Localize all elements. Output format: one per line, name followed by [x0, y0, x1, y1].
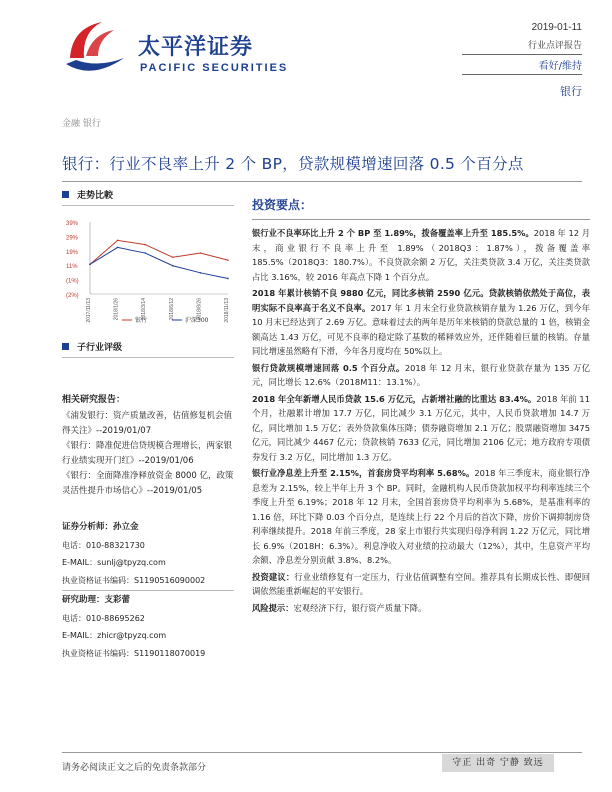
highlight-paragraph: [252, 601, 590, 616]
highlight-paragraph: [252, 226, 590, 284]
report-title: 银行：行业不良率上升 2 个 BP，贷款规模增速回落 0.5 个百分点: [62, 155, 524, 173]
related-report-item[interactable]: 《银行：降准促进信贷规模合理增长，两家银行业绩实现开门红》--2019/01/06: [62, 441, 233, 466]
series-line-bank: [90, 240, 228, 264]
x-tick-label: 2018/11/13: [224, 298, 230, 323]
x-tick-label: 2018/3/14: [141, 298, 148, 321]
series-line-csi300: [90, 247, 228, 278]
x-tick-label: 2018/6/12: [168, 298, 175, 321]
paragraph-lead: 银行业不良率环比上升 2 个 BP 至 1.89%，拨备覆盖率上升至 185.5%。: [252, 228, 534, 238]
x-tick-label: 2018/8/26: [196, 298, 203, 321]
y-tick-label: 19%: [66, 249, 79, 256]
data-point: [227, 278, 229, 280]
analyst-phone: 电话：010-88321730: [62, 540, 145, 550]
trend-chart-svg: [62, 216, 234, 326]
data-point: [172, 265, 174, 267]
trend-section-title: 走势比較: [77, 191, 114, 201]
paragraph-lead: 风险提示：: [252, 602, 294, 613]
paragraph-body: 行业业绩修复有一定压力，行业估值调整有空间。推荐具有长期成长性、即便回调依然能重新崛起的平安银行。: [252, 571, 590, 596]
highlight-paragraph: [252, 361, 590, 390]
paragraph-lead: 2018 年全年新增人民币贷款 15.6 万亿元，占新增社融的比重达 83.4%。: [252, 393, 537, 404]
paragraph-body: 2018 年 12 月末，商业银行不良率上升至 1.89%（2018Q3：1.87%），拨备覆盖率 185.5%（2018Q3：180.7%）。不良贷款余额 2 万亿，关注类贷款 3.4 万亿，关注类贷款占比 3.16%，较 2016 年高点下降 1 个百分点。: [252, 228, 590, 282]
legend-label: 银行: [135, 317, 148, 324]
assistant-email[interactable]: E-MAIL：zhicr@tpyzq.com: [62, 631, 167, 640]
logo-name-cn: 太平洋证券: [138, 35, 254, 60]
heading-divider: [252, 219, 590, 220]
trend-chart: [62, 216, 234, 326]
y-tick-label: (1%): [66, 278, 79, 285]
related-report-item[interactable]: 《浦发银行：资产质量改善，估值修复机会值得关注》--2019/01/07: [62, 411, 233, 436]
disclaimer-note: 请务必阅读正文之后的免责条款部分: [62, 763, 207, 773]
data-point: [144, 252, 146, 254]
highlight-paragraph: [252, 286, 590, 359]
data-point: [200, 252, 202, 254]
highlight-paragraph: [252, 392, 590, 465]
paragraph-lead: 银行业净息差上升至 2.15%，首套房贷平均利率 5.68%。: [252, 468, 475, 478]
data-point: [117, 247, 119, 249]
section-bullet-icon: [62, 191, 69, 198]
highlight-paragraph: [252, 466, 590, 568]
sidebar: [62, 188, 234, 660]
section-bullet-icon: [62, 343, 69, 350]
analyst-divider: [62, 590, 234, 591]
section-divider: [62, 357, 234, 358]
highlight-paragraph: [252, 570, 590, 599]
company-motto: 守正 出奇 宁静 致远: [442, 754, 554, 772]
sector-label: 银行: [560, 85, 582, 98]
related-report-item[interactable]: 《银行：全面降准净释放资金 8000 亿，政策灵活性提升市场信心》--2019/01/05: [62, 471, 234, 496]
trend-section-header: [62, 188, 234, 201]
paragraph-body: 2017 年 1 月末全行业贷款核销存量为 1.26 万亿，到今年 10 月末已经达到了 2.69 万亿。意味着过去的两年是历年来核销的贷款总量的 1 倍，核销金额高达 1.43 万亿，可见不良率的稳定除了基数的稀释效应外，还伴随着巨量的核销。存量同比增速虽然略有下滑，今年各月度均在 50%以上。: [252, 302, 590, 356]
data-point: [227, 259, 229, 261]
x-tick-label: 2018/1/26: [113, 298, 120, 321]
investment-highlights-heading: 投资要点：: [252, 198, 313, 212]
paragraph-lead: 投资建议：: [252, 571, 295, 582]
report-date: 2019-01-11: [531, 22, 582, 33]
related-reports-title: 相关研究报告：: [62, 395, 126, 405]
y-tick-label: 39%: [66, 221, 79, 227]
assistant-phone: 电话：010-88695262: [62, 613, 145, 623]
section-divider: [62, 205, 234, 206]
report-type: 行业点评报告: [527, 41, 582, 51]
footer-divider: [62, 752, 582, 753]
report-header-info: [462, 22, 582, 99]
paragraph-lead: 2018 年累计核销不良 9880 亿元，同比多核销 2590 亿元。贷款核销依然处于高位，表明实际不良率高于名义不良率。: [252, 288, 590, 313]
data-point: [89, 264, 91, 266]
rating-label: 看好/维持: [462, 54, 582, 75]
data-point: [144, 244, 146, 246]
paragraph-body: 2018 年 12 月末，银行业贷款存量为 135 万亿元，同比增长 12.6%（2018M11：13.1%）。: [252, 362, 590, 387]
paragraph-body: 2018 年三季度末，商业银行净息差为 2.15%，较上半年上升 3 个 BP。同时，金融机构人民币贷款加权平均利率连续三个季度上升至 6.19%；2018 年 12 月末，全国首套房贷平均利率为 5.68%，是基准利率的 1.16 倍，环比下降 0.03 个百分点，是连续上行 22 个月后的首次下降，房价下调抑制房贷利率继续提升。2018 年前三季度，28 家上市银行共实现归母净利润 1.22 万亿元，同比增长 6.9%（2018H：6.3%）。利息净收入对业绩的拉动最大（12%），其中，生息资产平均余额、净息差分别贡献 3.8%、8.2%。: [252, 468, 590, 565]
analyst-name: 证券分析师：孙立金: [62, 522, 139, 532]
analyst-email[interactable]: E-MAIL：sunlj@tpyzq.com: [62, 558, 166, 567]
rating-section-title: 子行业评级: [77, 343, 123, 353]
title-divider: [62, 181, 582, 182]
analyst-cert: 执业资格证书编码：S1190516090002: [62, 575, 206, 585]
data-point: [200, 272, 202, 274]
x-tick-label: 2017/11/13: [86, 298, 92, 323]
main-content: [252, 196, 590, 617]
assistant-name: 研究助理：支彩蕾: [62, 595, 131, 605]
y-tick-label: (2%): [66, 293, 79, 299]
assistant-cert: 执业资格证书编码：S1190118070019: [62, 648, 206, 658]
legend-label: 沪深300: [185, 317, 209, 324]
analyst-info: [62, 521, 234, 660]
data-point: [172, 256, 174, 258]
y-tick-label: 29%: [66, 235, 79, 242]
rating-section-header: [62, 340, 234, 353]
logo-mark-icon: [62, 18, 128, 82]
paragraph-body: 宏观经济下行，银行资产质量下降。: [293, 602, 427, 613]
paragraph-body: 2018 年前 11 个月，社融累计增加 17.7 万亿，同比减少 3.1 万亿元，其中，人民币贷款增加 14.7 万亿，同比增加 1.5 万亿；表外贷款集体压降；债券融资增加 2.1 万亿；股票融资增加 3475 亿元，同比减少 4467 亿元；贷款核销 7633 亿元，同比增加 2106 亿元；地方政府专项债券发行 3.2 万亿，同比增加 1.3 万亿。: [252, 393, 590, 462]
related-reports: [62, 392, 234, 499]
logo-name-en: PACIFIC SECURITIES: [140, 62, 289, 74]
data-point: [117, 240, 119, 242]
paragraph-lead: 银行贷款规模增速回落 0.5 个百分点。: [252, 362, 405, 373]
y-tick-label: 11%: [66, 264, 78, 271]
category-label: 金融 银行: [62, 119, 101, 129]
company-logo: [62, 18, 292, 82]
